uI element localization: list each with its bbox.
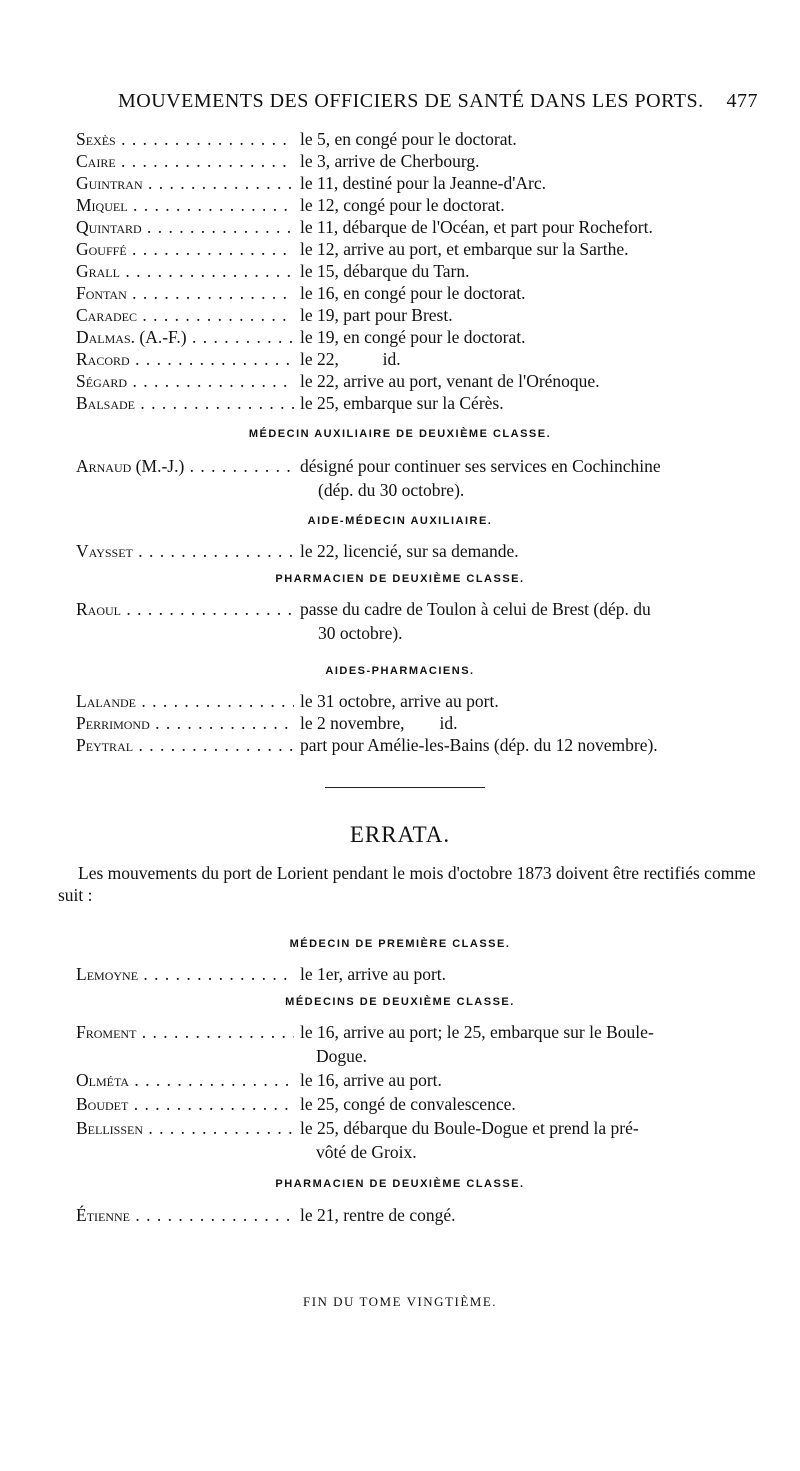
- entry-name: Dalmas. (A.-F.) . . .: [76, 326, 294, 348]
- entry-name: Fontan . . .: [76, 282, 294, 304]
- entry-text: vôté de Groix.: [316, 1142, 417, 1162]
- entry-text: le 22, id.: [300, 349, 401, 369]
- section-heading: MÉDECIN AUXILIAIRE DE DEUXIÈME CLASSE.: [248, 428, 552, 440]
- entry-text: le 25, débarque du Boule-Dogue et prend la pré-: [300, 1118, 639, 1138]
- entry-name: Gouffé . . .: [76, 238, 294, 260]
- entry-name: Guintran . . .: [76, 172, 294, 194]
- entry-name: Caradec . . .: [76, 304, 294, 326]
- entry-text: le 2 novembre, id.: [300, 713, 458, 733]
- entry-name: Miquel . . .: [76, 194, 294, 216]
- entry-text: le 19, part pour Brest.: [300, 305, 453, 325]
- entry-text: (dép. du 30 octobre).: [318, 480, 465, 500]
- entry-text: désigné pour continuer ses services en Cochinchine: [300, 456, 661, 476]
- entry-name: Balsade . . .: [76, 392, 294, 414]
- entry-text: le 16, en congé pour le doctorat.: [300, 283, 526, 303]
- entry-name: Boudet . . .: [76, 1093, 294, 1115]
- entry-name: Caire . . .: [76, 150, 294, 172]
- entry-text: Dogue.: [316, 1046, 368, 1066]
- entry-text: 30 octobre).: [318, 623, 403, 643]
- entry-text: passe du cadre de Toulon à celui de Brest (dép. du: [300, 599, 651, 619]
- entry-name: Racord . . .: [76, 348, 294, 370]
- entry-name: Vaysset . . .: [76, 540, 294, 562]
- entry-text: le 15, débarque du Tarn.: [300, 261, 470, 281]
- entry-name: Olméta . . .: [76, 1069, 294, 1091]
- running-head: [118, 90, 758, 116]
- entry-name: Grall . . .: [76, 260, 294, 282]
- entry-name: Sexès . . .: [76, 128, 294, 150]
- errata-title: ERRATA.: [349, 822, 451, 847]
- running-head-title: MOUVEMENTS DES OFFICIERS DE SANTÉ DANS LES PORTS.: [118, 90, 704, 112]
- entry-name: Ségard . . .: [76, 370, 294, 392]
- entry-text: part pour Amélie-les-Bains (dép. du 12 novembre).: [300, 735, 658, 755]
- entry-text: le 11, débarque de l'Océan, et part pour Rochefort.: [300, 217, 653, 237]
- section-heading: AIDES-PHARMACIENS.: [325, 665, 475, 677]
- section-heading: PHARMACIEN DE DEUXIÈME CLASSE.: [275, 1178, 525, 1190]
- entry-name: Perrimond . . .: [76, 712, 294, 734]
- entry-text: le 21, rentre de congé.: [300, 1205, 456, 1225]
- entry-name: Quintard . . .: [76, 216, 294, 238]
- separator-rule: [325, 787, 485, 788]
- entry-name: Arnaud (M.-J.) . . .: [76, 455, 294, 477]
- entry-text: le 25, embarque sur la Cérès.: [300, 393, 504, 413]
- entry-text: le 22, arrive au port, venant de l'Orénoque.: [300, 371, 600, 391]
- section-heading: MÉDECIN DE PREMIÈRE CLASSE.: [289, 938, 511, 950]
- errata-intro: Les mouvements du port de Lorient pendant le mois d'octobre 1873 doivent être rectifiés comme suit :: [58, 863, 756, 905]
- entry-text: le 11, destiné pour la Jeanne-d'Arc.: [300, 173, 546, 193]
- entry-name: Raoul . . .: [76, 598, 294, 620]
- entry-text: le 25, congé de convalescence.: [300, 1094, 516, 1114]
- section-heading: MÉDECINS DE DEUXIÈME CLASSE.: [285, 996, 515, 1008]
- entry-text: le 22, licencié, sur sa demande.: [300, 541, 519, 561]
- page-number: 477: [726, 90, 758, 112]
- entry-text: le 19, en congé pour le doctorat.: [300, 327, 526, 347]
- section-heading: PHARMACIEN DE DEUXIÈME CLASSE.: [275, 573, 525, 585]
- entry-text: le 16, arrive au port; le 25, embarque sur le Boule-: [300, 1022, 654, 1042]
- entry-name: Étienne . . .: [76, 1204, 294, 1226]
- entry-text: le 1er, arrive au port.: [300, 964, 447, 984]
- entry-name: Lemoyne . . .: [76, 963, 294, 985]
- entry-text: le 31 octobre, arrive au port.: [300, 691, 499, 711]
- section-heading: AIDE-MÉDECIN AUXILIAIRE.: [307, 515, 493, 527]
- entry-text: le 12, arrive au port, et embarque sur la Sarthe.: [300, 239, 629, 259]
- entry-name: Lalande . . .: [76, 690, 294, 712]
- entry-name: Froment . . .: [76, 1021, 294, 1043]
- entry-name: Peytral . . .: [76, 734, 294, 756]
- entry-name: Bellissen . . .: [76, 1117, 294, 1139]
- end-of-volume: FIN DU TOME VINGTIÈME.: [302, 1294, 498, 1309]
- entry-text: le 5, en congé pour le doctorat.: [300, 129, 517, 149]
- entry-text: le 16, arrive au port.: [300, 1070, 442, 1090]
- entry-text: le 3, arrive de Cherbourg.: [300, 151, 480, 171]
- entry-text: le 12, congé pour le doctorat.: [300, 195, 505, 215]
